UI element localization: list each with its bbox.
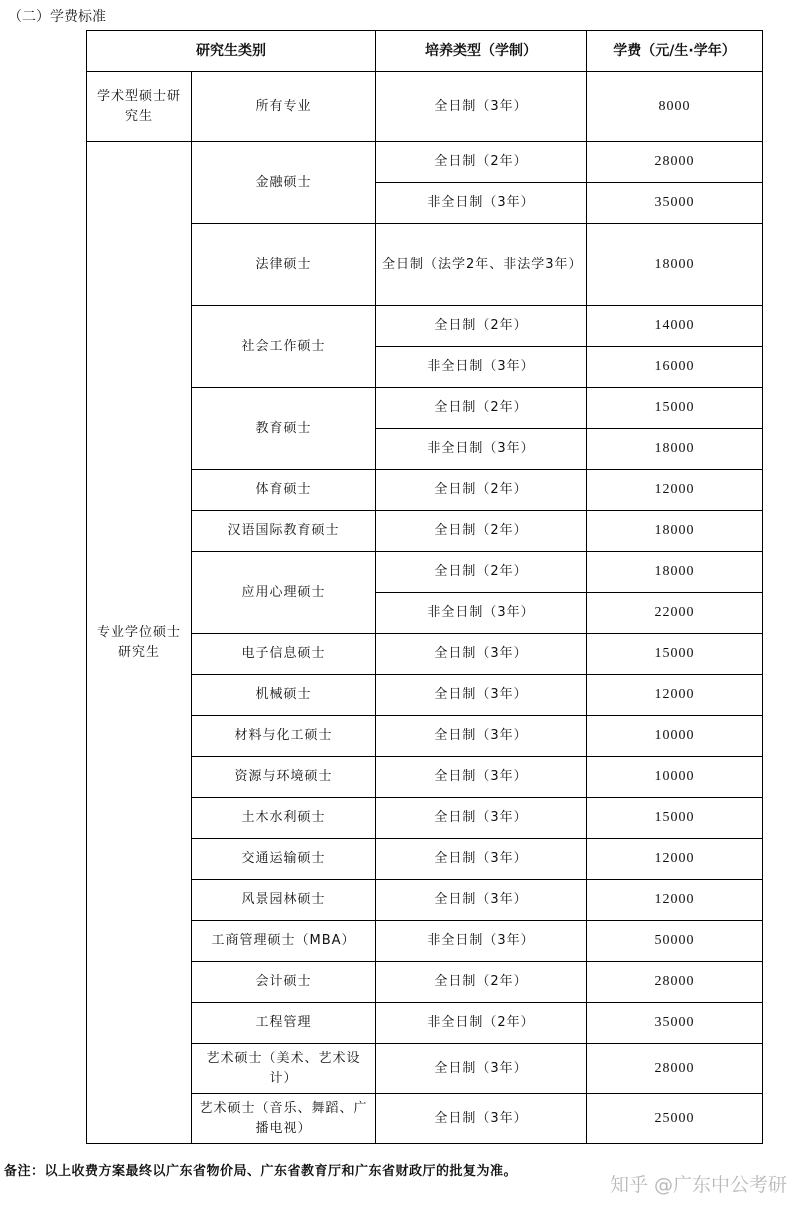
table-header-row (87, 31, 763, 72)
type-cell: 全日制（2年） (376, 142, 587, 183)
fee-cell: 28000 (587, 1044, 763, 1094)
header-fee: 学费（元/生·学年） (587, 31, 763, 72)
type-cell: 全日制（2年） (376, 552, 587, 593)
type-cell: 全日制（2年） (376, 306, 587, 347)
major-cell: 艺术硕士（美术、艺术设计） (192, 1044, 376, 1094)
fee-cell: 35000 (587, 1003, 763, 1044)
fee-cell: 16000 (587, 347, 763, 388)
type-cell: 全日制（3年） (376, 1094, 587, 1144)
fee-cell: 12000 (587, 880, 763, 921)
type-cell: 全日制（法学2年、非法学3年） (376, 224, 587, 306)
major-cell: 艺术硕士（音乐、舞蹈、广播电视） (192, 1094, 376, 1144)
fee-cell: 10000 (587, 716, 763, 757)
major-cell: 交通运输硕士 (192, 839, 376, 880)
category-academic: 学术型硕士研究生 (87, 72, 192, 142)
major-cell: 会计硕士 (192, 962, 376, 1003)
fee-cell: 18000 (587, 224, 763, 306)
fee-cell: 18000 (587, 511, 763, 552)
type-cell: 非全日制（3年） (376, 593, 587, 634)
type-cell: 全日制（3年） (376, 1044, 587, 1094)
type-cell: 全日制（3年） (376, 880, 587, 921)
type-cell: 全日制（2年） (376, 962, 587, 1003)
fee-cell: 15000 (587, 798, 763, 839)
major-cell: 工程管理 (192, 1003, 376, 1044)
major-cell: 教育硕士 (192, 388, 376, 470)
fee-cell: 35000 (587, 183, 763, 224)
type-cell: 非全日制（3年） (376, 347, 587, 388)
table-row (87, 72, 763, 142)
type-cell: 全日制（3年） (376, 72, 587, 142)
fee-cell: 15000 (587, 634, 763, 675)
major-cell: 风景园林硕士 (192, 880, 376, 921)
type-cell: 全日制（3年） (376, 798, 587, 839)
major-cell: 机械硕士 (192, 675, 376, 716)
fee-cell: 15000 (587, 388, 763, 429)
type-cell: 全日制（3年） (376, 757, 587, 798)
fee-cell: 8000 (587, 72, 763, 142)
fee-cell: 12000 (587, 839, 763, 880)
major-cell: 金融硕士 (192, 142, 376, 224)
header-type: 培养类型（学制） (376, 31, 587, 72)
fee-cell: 10000 (587, 757, 763, 798)
type-cell: 全日制（3年） (376, 839, 587, 880)
fee-cell: 14000 (587, 306, 763, 347)
major-cell: 工商管理硕士（MBA） (192, 921, 376, 962)
fee-cell: 22000 (587, 593, 763, 634)
fee-cell: 50000 (587, 921, 763, 962)
header-category: 研究生类别 (87, 31, 376, 72)
major-cell: 法律硕士 (192, 224, 376, 306)
fee-cell: 28000 (587, 142, 763, 183)
type-cell: 全日制（3年） (376, 716, 587, 757)
category-professional: 专业学位硕士研究生 (87, 142, 192, 1144)
type-cell: 全日制（3年） (376, 634, 587, 675)
table-row (87, 142, 763, 183)
major-cell: 材料与化工硕士 (192, 716, 376, 757)
major-cell: 所有专业 (192, 72, 376, 142)
type-cell: 非全日制（3年） (376, 183, 587, 224)
major-cell: 应用心理硕士 (192, 552, 376, 634)
fee-cell: 12000 (587, 470, 763, 511)
section-title: （二）学费标准 (8, 9, 106, 25)
tuition-table (86, 30, 763, 1144)
fee-cell: 28000 (587, 962, 763, 1003)
type-cell: 全日制（3年） (376, 675, 587, 716)
major-cell: 体育硕士 (192, 470, 376, 511)
major-cell: 电子信息硕士 (192, 634, 376, 675)
type-cell: 全日制（2年） (376, 470, 587, 511)
major-cell: 汉语国际教育硕士 (192, 511, 376, 552)
fee-cell: 18000 (587, 552, 763, 593)
watermark: 知乎 @广东中公考研 (609, 1174, 787, 1196)
type-cell: 非全日制（3年） (376, 429, 587, 470)
type-cell: 全日制（2年） (376, 388, 587, 429)
major-cell: 资源与环境硕士 (192, 757, 376, 798)
major-cell: 土木水利硕士 (192, 798, 376, 839)
footnote: 备注：以上收费方案最终以广东省物价局、广东省教育厅和广东省财政厅的批复为准。 (4, 1164, 518, 1179)
major-cell: 社会工作硕士 (192, 306, 376, 388)
fee-cell: 25000 (587, 1094, 763, 1144)
fee-cell: 12000 (587, 675, 763, 716)
type-cell: 非全日制（3年） (376, 921, 587, 962)
type-cell: 非全日制（2年） (376, 1003, 587, 1044)
type-cell: 全日制（2年） (376, 511, 587, 552)
fee-cell: 18000 (587, 429, 763, 470)
